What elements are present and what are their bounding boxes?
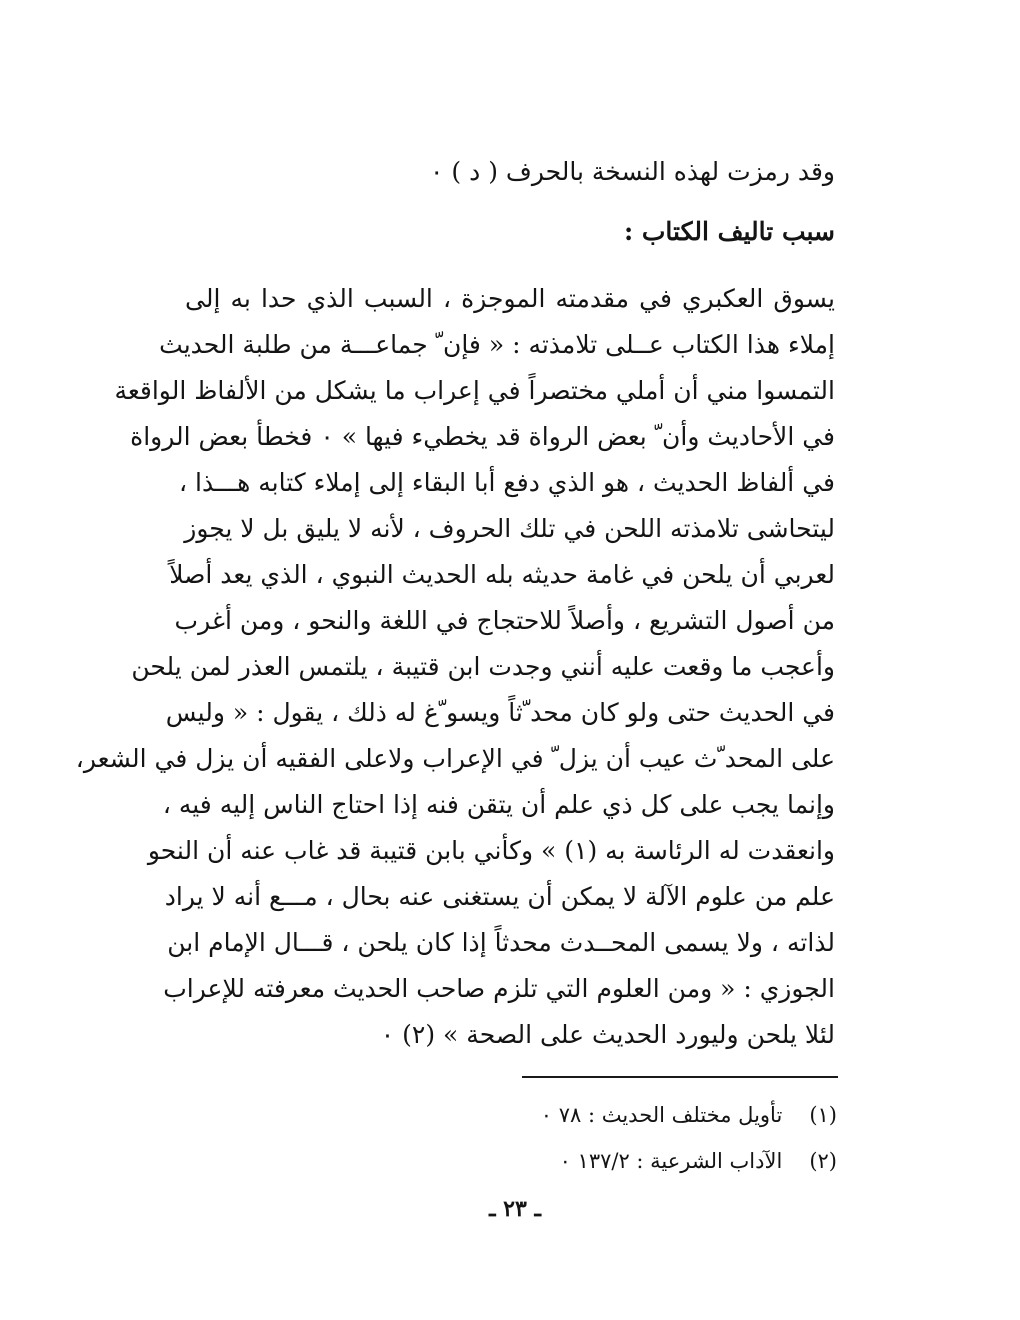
footnote-divider [522,1076,838,1078]
body-line: على المحد ّث عيب أن يزل ّ في الإعراب ولاعلى الفقيه أن يزل في الشعر، [75,744,835,773]
body-line: وأعجب ما وقعت عليه أنني وجدت ابن قتيبة ، يلتمس العذر لمن يلحن [131,652,835,681]
body-line: لئلا يلحن وليورد الحديث على الصحة » (٢) ٠ [380,1020,835,1049]
body-line: من أصول التشريع ، وأصلاً للاحتجاج في اللغة والنحو ، ومن أغرب [174,606,835,635]
body-line: وانعقدت له الرئاسة به (١) » وكأني بابن قتيبة قد غاب عنه أن النحو [147,836,835,865]
body-line: إملاء هذا الكتاب عــلى تلامذته : « فإن ّ جماعـــة من طلبة الحديث [159,330,835,359]
footnote-text: الآداب الشرعية : ١٣٧/٢ ٠ [559,1149,783,1173]
body-line: التمسوا مني أن أملي مختصراً في إعراب ما يشكل من الألفاظ الواقعة [114,376,835,405]
body-line: وإنما يجب على كل ذي علم أن يتقن فنه إذا احتاج الناس إليه فيه ، [162,790,835,819]
intro-line: وقد رمزت لهذه النسخة بالحرف ( د ) ٠ [430,157,835,186]
footnote [560,1144,837,1178]
body-line: لذاته ، ولا يسمى المحــدث محدثاً إذا كان يلحن ، قـــال الإمام ابن [167,928,835,957]
page-number: ـ ٢٣ ـ [489,1196,541,1222]
footnote-number: (١) [809,1103,837,1127]
body-line: ليتحاشى تلامذته اللحن في تلك الحروف ، لأنه لا يليق بل لا يجوز [184,514,835,543]
body-line: علم من علوم الآلة لا يمكن أن يستغنى عنه بحال ، مـــع أنه لا يراد [164,882,835,911]
footnote-text: تأويل مختلف الحديث : ٧٨ ٠ [540,1103,783,1127]
body-line: في ألفاظ الحديث ، هو الذي دفع أبا البقاء إلى إملاء كتابه هـــذا ، [179,468,835,497]
body-line: يسوق العكبري في مقدمته الموجزة ، السبب الذي حدا به إلى [185,284,835,313]
footnote [541,1098,837,1132]
footnote-number: (٢) [809,1149,837,1173]
body-line: في الأحاديث وأن ّ بعض الرواة قد يخطيء فيها » ٠ فخطأ بعض الرواة [130,422,835,451]
section-heading: سبب تاليف الكتاب : [623,217,835,246]
body-line: الجوزي : « ومن العلوم التي تلزم صاحب الحديث معرفته للإعراب [163,974,835,1003]
body-line: لعربي أن يلحن في غامة حديثه بله الحديث النبوي ، الذي يعد أصلاً [169,560,835,589]
body-line: في الحديث حتى ولو كان محد ّثاً ويسو ّغ له ذلك ، يقول : « وليس [165,698,835,727]
